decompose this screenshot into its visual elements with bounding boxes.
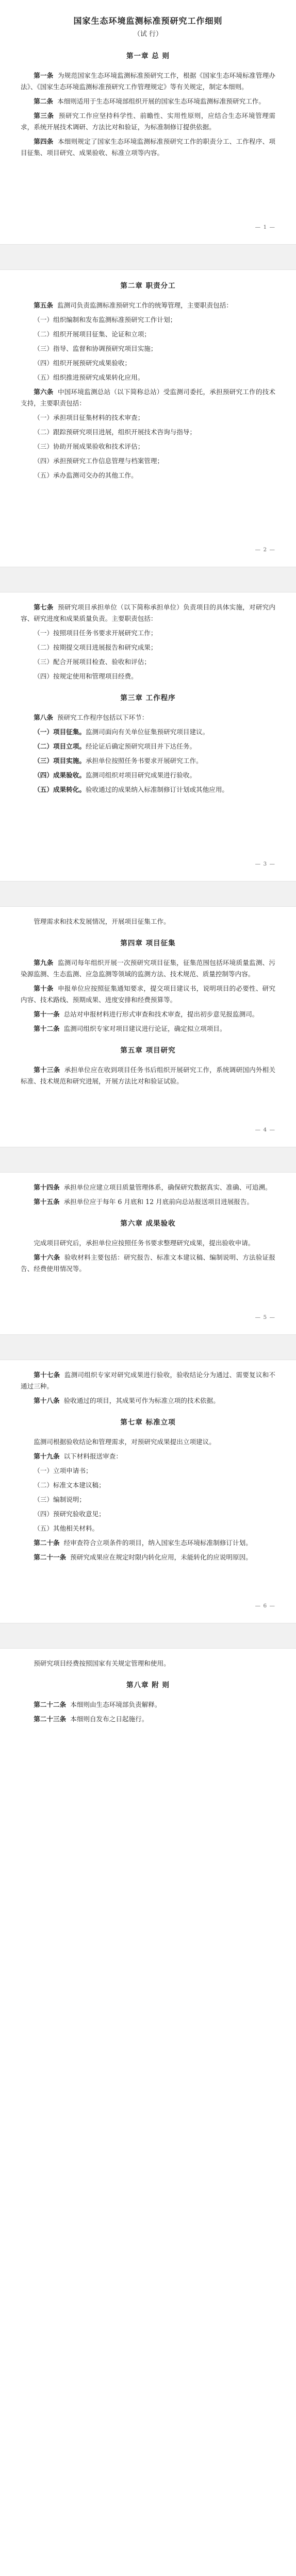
article	[21, 1182, 275, 1193]
article	[21, 136, 275, 159]
list-item: （五）其他相关材料。	[34, 1524, 99, 1532]
article-text: 监测司负责监测标准预研究工作的统筹管理，主要职责包括：	[57, 301, 233, 309]
document-title: 国家生态环境监测标准预研究工作细则	[73, 16, 223, 26]
list-item: （三）协助开展成果验收和技术评估；	[34, 443, 144, 450]
list-item: （二）跟踪预研究项目进展，组织开展技术咨询与指导；	[34, 428, 196, 436]
page-divider	[0, 567, 296, 592]
article	[21, 96, 275, 107]
list-item	[21, 741, 275, 752]
item-text: 经论证后确定预研究项目并下达任务。	[85, 742, 196, 750]
blank-area	[21, 1278, 275, 1309]
article-label: 第三条	[34, 112, 54, 120]
article-label: 第二十三条	[34, 1715, 67, 1723]
article	[21, 1451, 275, 1462]
item-label: （一）项目征集。	[34, 728, 86, 736]
list-item: （四）预研究验收意见；	[34, 1510, 105, 1518]
list-item: （一）按照项目任务书要求开展研究工作；	[34, 629, 157, 637]
item-label: （四）成果验收。	[34, 771, 86, 779]
paragraph: 完成项目研究后，承担单位应按照任务书要求整理研究成果，提出验收申请。	[34, 1239, 255, 1247]
article-text: 验收通过的项目，其成果可作为标准立项的技术依据。	[63, 1397, 220, 1404]
blank-area	[21, 484, 275, 541]
chapter-heading: 第一章 总 则	[126, 52, 170, 60]
article-label: 第四条	[34, 138, 54, 145]
article-label: 第七条	[34, 603, 54, 611]
blank-area	[21, 1728, 275, 1759]
blank-area	[21, 799, 275, 855]
list-item: （四）承担预研究工作信息管理与档案管理；	[34, 457, 164, 465]
article-text: 中国环境监测总站（以下简称总站）受监测司委托，承担预研究工作的技术支持，主要职责包括：	[21, 388, 276, 407]
article-text: 监测司组织专家对研究成果进行验收，验收结论分为通过、需要复议和不通过三种。	[21, 1371, 276, 1390]
article-label: 第十七条	[34, 1371, 60, 1379]
chapter-heading: 第三章 工作程序	[120, 694, 176, 702]
page-divider	[0, 881, 296, 907]
list-item: （三）指导、监督和协调预研究项目实施；	[34, 345, 157, 352]
chapter-heading: 第五章 项目研究	[120, 1046, 176, 1055]
article-text: 经审查符合立项条件的项目，纳入国家生态环境标准制修订计划。	[63, 1539, 252, 1547]
article-label: 第十二条	[34, 1025, 60, 1032]
page-folio: — 4 —	[255, 1127, 275, 1133]
item-text: 承担单位按照任务书要求开展研究工作。	[85, 757, 203, 765]
article-label: 第二十一条	[34, 1553, 67, 1561]
article-text: 承担单位应在收到项目任务书后组织开展研究工作，系统调研国内外相关标准、技术规范和研究进展，开展方法比对和验证试验。	[21, 1066, 276, 1085]
article	[21, 1196, 275, 1208]
document-subtitle: （试 行）	[133, 30, 163, 38]
article-label: 第十八条	[34, 1397, 60, 1404]
list-item: （二）组织开展项目征集、论证和立项；	[34, 330, 151, 338]
page-folio: — 6 —	[255, 1603, 275, 1609]
paragraph: 监测司根据验收结论和管理需求，对预研究成果提出立项建议。	[34, 1438, 216, 1446]
article	[21, 1714, 275, 1725]
article-text: 预研究成果应在规定时限内转化应用，未能转化的应说明原因。	[70, 1553, 252, 1561]
article-label: 第二十条	[34, 1539, 60, 1547]
article-text: 本细则适用于生态环境部组织开展的国家生态环境监测标准预研究工作。	[57, 97, 265, 105]
list-item: （二）按期提交项目进展报告和研究成果；	[34, 643, 157, 651]
blank-area	[21, 162, 275, 218]
article	[21, 712, 275, 723]
article	[21, 1395, 275, 1406]
list-item: （三）编制说明；	[34, 1496, 86, 1503]
article-label: 第八条	[34, 714, 53, 721]
article-text: 验收材料主要包括：研究报告、标准文本建议稿、编制说明、方法验证报告、经费使用情况等。	[21, 1253, 276, 1273]
list-item	[21, 770, 275, 781]
list-item: （二）标准文本建议稿；	[34, 1481, 105, 1489]
article	[21, 957, 275, 980]
page-divider	[0, 1147, 296, 1173]
article-text: 本细则由生态环境部负责解释。	[70, 1701, 161, 1708]
article	[21, 1537, 275, 1549]
article	[21, 1699, 275, 1710]
page-folio: — 5 —	[255, 1314, 275, 1320]
article-label: 第六条	[34, 388, 54, 396]
paragraph: 预研究项目经费按照国家有关规定管理和使用。	[34, 1659, 170, 1667]
item-label: （二）项目立项。	[34, 742, 86, 750]
page-divider	[0, 1623, 296, 1649]
article-text: 本细则自发布之日起施行。	[70, 1715, 149, 1723]
chapter-heading: 第二章 职责分工	[120, 282, 176, 290]
article-text: 本细则规定了国家生态环境监测标准预研究工作的职责分工、工作程序、项目征集、项目研究、成果验收、标准立项等内容。	[21, 138, 276, 157]
article-label: 第十一条	[34, 1010, 60, 1018]
article-label: 第十六条	[34, 1253, 60, 1261]
article-label: 第二条	[34, 97, 53, 105]
article-label: 第十条	[34, 985, 54, 992]
article-text: 总站对申报材料进行形式审查和技术审查，提出初步意见报监测司。	[63, 1010, 259, 1018]
article-text: 监测司组织专家对项目建议进行论证，确定拟立项项目。	[63, 1025, 226, 1032]
article-text: 预研究工作程序包括以下环节：	[57, 714, 149, 721]
list-item: （五）承办监测司交办的其他工作。	[34, 471, 138, 479]
chapter-heading: 第四章 项目征集	[120, 939, 176, 947]
page-divider	[0, 1334, 296, 1360]
article-text: 为规范国家生态环境监测标准预研究工作，根据《国家生态环境标准管理办法》、《国家生态环境监测标准预研究工作管理规定》等有关规定，制定本细则。	[21, 72, 276, 91]
item-text: 验收通过的成果纳入标准制修订计划或其他应用。	[85, 786, 228, 793]
article	[21, 386, 275, 409]
article	[21, 1023, 275, 1035]
article-label: 第五条	[34, 301, 53, 309]
article	[21, 1252, 275, 1275]
list-item: （五）组织推进预研究成果转化应用。	[34, 374, 144, 381]
list-item: （一）立项申请书；	[34, 1467, 92, 1475]
chapter-heading: 第八章 附 则	[126, 1681, 170, 1689]
page-folio: — 1 —	[255, 224, 275, 230]
article	[21, 300, 275, 311]
article-label: 第十五条	[34, 1198, 60, 1206]
item-text: 监测司组织对项目研究成果进行验收。	[85, 771, 196, 779]
item-label: （五）成果转化。	[34, 786, 86, 793]
list-item: （一）组织编制和发布监测标准预研究工作计划；	[34, 316, 177, 324]
blank-area	[21, 1090, 275, 1121]
list-item: （一）承担项目征集材料的技术审查；	[34, 414, 144, 421]
article-text: 监测司每年组织开展一次预研究项目征集，征集范围包括环境质量监测、污染源监测、生态监测、应急监测等领域的监测方法、技术规范、质量控制等内容。	[21, 959, 276, 978]
page-folio: — 2 —	[255, 547, 275, 553]
page-divider	[0, 244, 296, 270]
article-label: 第十九条	[34, 1452, 60, 1460]
article	[21, 983, 275, 1006]
article-label: 第十三条	[34, 1066, 60, 1074]
page-folio: — 3 —	[255, 861, 275, 867]
list-item	[21, 784, 275, 795]
item-text: 监测司面向有关单位征集预研究项目建议。	[85, 728, 209, 736]
article	[21, 1064, 275, 1087]
article-text: 以下材料报送审查：	[63, 1452, 122, 1460]
paragraph: 管理需求和技术发展情况，开展项目征集工作。	[34, 918, 170, 925]
article-text: 预研究工作应坚持科学性、前瞻性、实用性原则，应结合生态环境管理需求，系统开展技术调研、方法比对和验证，为标准制修订提供依据。	[21, 112, 276, 131]
list-item: （三）配合开展项目检查、验收和评估；	[34, 658, 151, 666]
article	[21, 1369, 275, 1392]
article	[21, 1009, 275, 1020]
article	[21, 110, 275, 133]
article-text: 申报单位应按照征集通知要求，提交项目建议书，说明项目的必要性、研究内容、技术路线、预期成果、进度安排和经费预算等。	[21, 985, 276, 1004]
list-item: （四）按规定使用和管理项目经费。	[34, 672, 138, 680]
chapter-heading: 第六章 成果验收	[120, 1219, 176, 1228]
list-item: （四）组织开展预研究成果验收；	[34, 359, 131, 367]
article-text: 承担单位应建立项目质量管理体系，确保研究数据真实、准确、可追溯。	[63, 1183, 272, 1191]
article	[21, 1552, 275, 1563]
article-label: 第十四条	[34, 1183, 60, 1191]
article	[21, 602, 275, 624]
article	[21, 70, 275, 93]
article-text: 预研究项目承担单位（以下简称承担单位）负责项目的具体实施，对研究内容、研究进度和成果质量负责。主要职责包括：	[21, 603, 276, 622]
list-item	[21, 755, 275, 767]
list-item	[21, 726, 275, 738]
blank-area	[21, 1566, 275, 1597]
item-label: （三）项目实施。	[34, 757, 86, 765]
chapter-heading: 第七章 标准立项	[120, 1418, 176, 1427]
article-label: 第二十二条	[34, 1701, 67, 1708]
article-label: 第一条	[34, 72, 54, 79]
article-label: 第九条	[34, 959, 54, 967]
article-text: 承担单位应于每年 6 月底和 12 月底前向总站报送项目进展报告。	[63, 1198, 254, 1206]
